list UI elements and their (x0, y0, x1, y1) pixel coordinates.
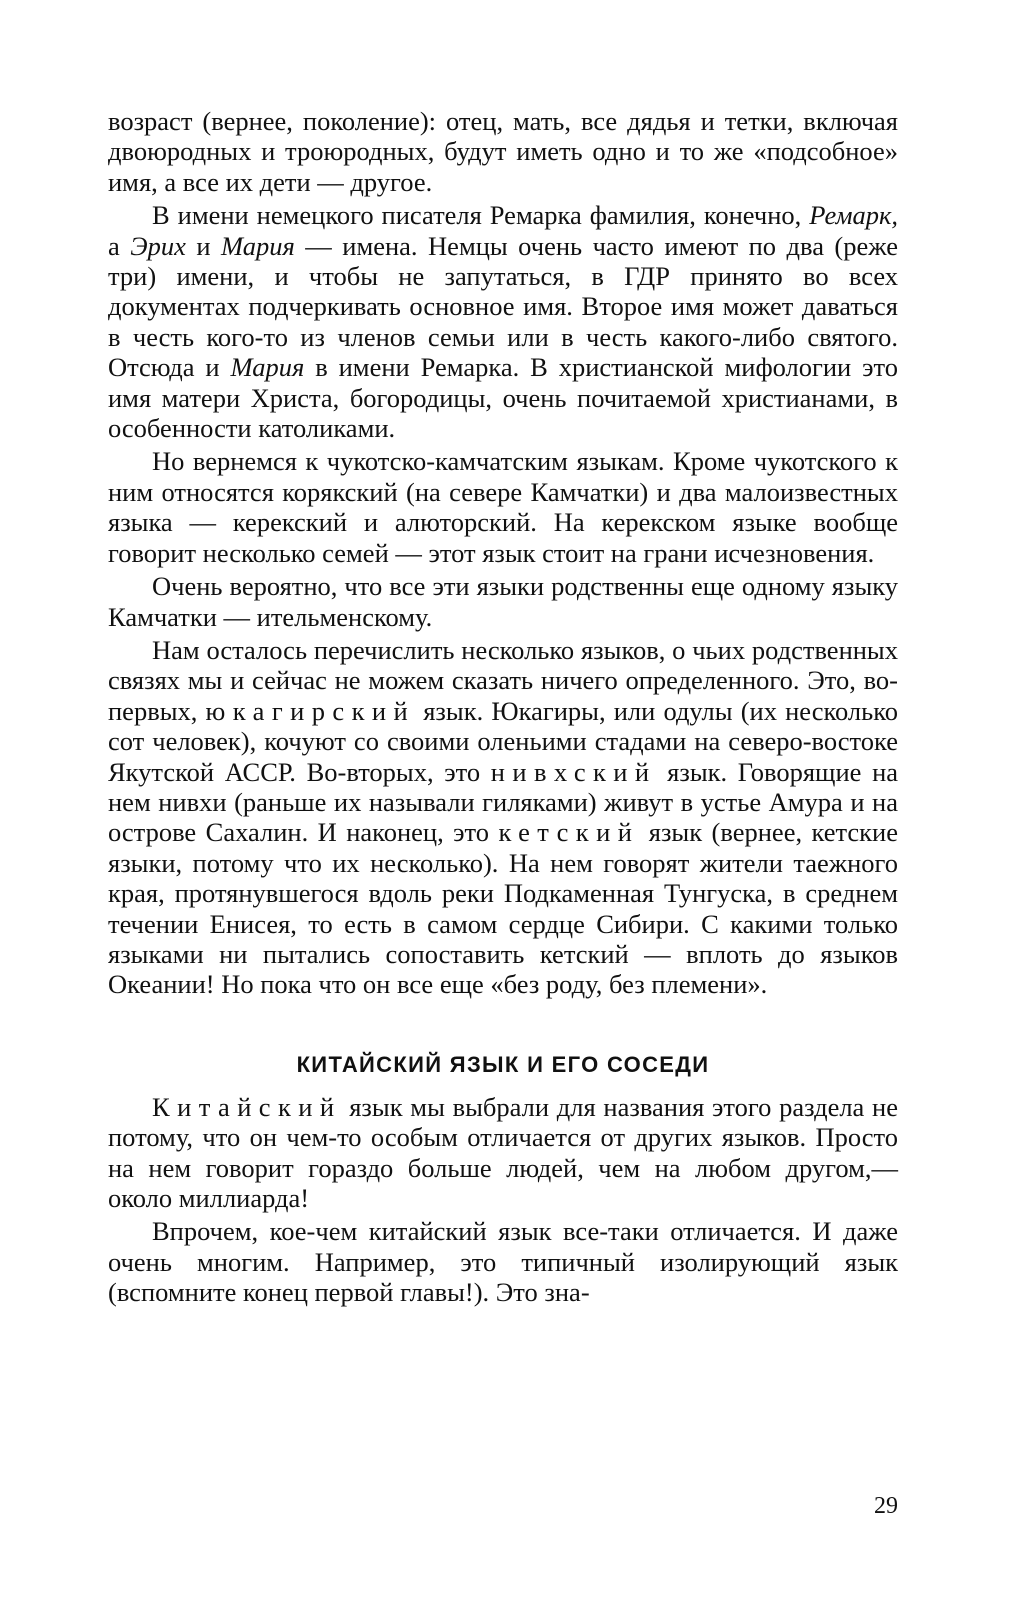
paragraph-5 (108, 635, 898, 1000)
spaced-term: юкагирский (205, 695, 416, 726)
text-run: язык. Говорящие на нем нивхи (раньше их называли гиляками) живут в устье Амура и на острове Сахалин. И наконец, это (108, 756, 899, 848)
italic-term: Эрих (130, 230, 186, 261)
spaced-term: нивхский (490, 756, 657, 787)
text-run: — имена. Немцы очень часто имеют по два (реже три) имени, и чтобы не запутаться, в ГДР принято во всех документах подчеркивать основное имя. Второе имя может даваться в честь кого-то из членов семьи или в честь какого-либо святого. Отсюда и (108, 230, 898, 383)
page-body (108, 106, 898, 1308)
text-run: а (108, 230, 131, 261)
text-run: язык (вернее, кетские языки, потому что их несколько). На нем говорят жители таежного края, протянувшегося вдоль реки Подкаменная Тунгуска, в среднем течении Енисея, то есть в самом сердце Сибири. С какими только языками ни пытались сопоставить кетский — вплоть до языков Океании! Но пока что он все еще «без роду, без племени». (108, 817, 898, 1000)
section-heading: КИТАЙСКИЙ ЯЗЫК И ЕГО СОСЕДИ (296, 1051, 710, 1077)
paragraph-6 (108, 1092, 898, 1214)
paragraph-4: Очень вероятно, что все эти языки родственны еще одному языку Камчатки — ительменскому. (108, 571, 898, 632)
spaced-term: кетский (498, 817, 640, 848)
text-run: и (185, 230, 222, 261)
spaced-term: Китайский (152, 1091, 342, 1122)
text-run: в имени Ремарка. В христианской мифологии это имя матери Христа, богородицы, очень почитаемой христианами, в особенности католиками. (108, 352, 898, 444)
paragraph-7: Впрочем, кое-чем китайский язык все-таки отличается. И даже очень многим. Например, это типичный изолирующий язык (вспомните конец первой главы!). Это зна- (108, 1216, 898, 1308)
text-run: Нам осталось перечислить несколько языков, о чьих родственных связях мы и сейчас не можем сказать ничего определенного. Это, во-первых, (108, 634, 898, 726)
text-run: В имени немецкого писателя Ремарка фамилия, конечно, (152, 200, 810, 231)
italic-term: Ремарк, (809, 200, 898, 231)
italic-term: Мария (221, 230, 295, 261)
paragraph-1: возраст (вернее, поколение): отец, мать, все дядья и тетки, включая двоюродных и троюродных, будут иметь одно и то же «подсобное» имя, а все их дети — другое. (108, 106, 898, 197)
paragraph-2 (108, 200, 898, 443)
italic-term: Мария (230, 352, 305, 383)
text-run: язык. Юкагиры, или одулы (их несколько сот человек), кочуют со своими оленьими стадами на северо-востоке Якутской АССР. Во-вторых, это (108, 695, 898, 787)
page-number: 29 (874, 1493, 898, 1519)
text-run: язык мы выбрали для названия этого раздела не потому, что он чем-то особым отличается от других языков. Просто на нем говорит гораздо больше людей, чем на любом другом,— около миллиарда! (108, 1091, 898, 1213)
paragraph-3: Но вернемся к чукотско-камчатским языкам. Кроме чукотского к ним относятся корякский (на севере Камчатки) и два малоизвестных языка — керекский и алюторский. На керекском языке вообще говорит несколько семей — этот язык стоит на грани исчезновения. (108, 446, 898, 568)
